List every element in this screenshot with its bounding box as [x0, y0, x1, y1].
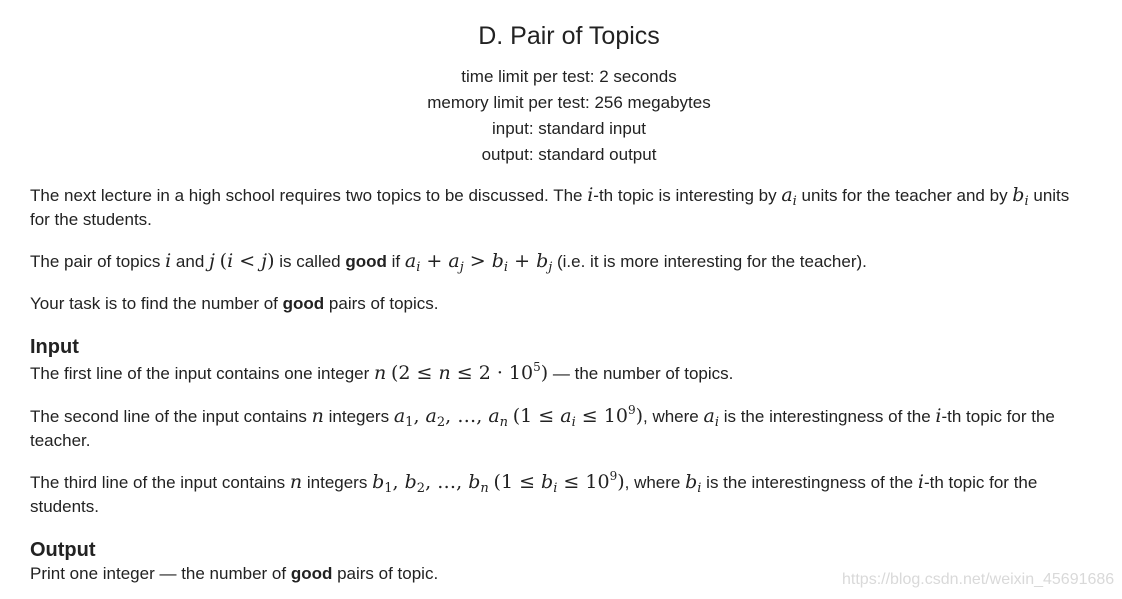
input-line-1: [30, 361, 1110, 386]
good-emphasis: good: [282, 294, 325, 313]
math-i: i: [917, 471, 924, 493]
text: (i.e. it is more interesting for the teacher).: [552, 252, 867, 271]
text: integers: [302, 473, 373, 492]
math-b-sequence: $b_1$, $b_2$, …, $b_n$: [372, 471, 489, 496]
problem-limits: [0, 64, 1122, 168]
math-i: i: [935, 405, 942, 427]
text: units: [1028, 186, 1070, 205]
text: The next lecture in a high school requires two topics to be discussed. The: [30, 186, 588, 205]
math-b-i: $b_i$: [685, 471, 702, 496]
text: is the interestingness of the: [718, 407, 936, 426]
text: is the interestingness of the: [701, 473, 918, 492]
text: The third line of the input contains: [30, 473, 290, 492]
math-n: n: [373, 362, 387, 384]
input-file: input: standard input: [491, 119, 647, 138]
math-j: j: [209, 250, 215, 272]
text: and: [171, 252, 210, 271]
math-condition: $a_i + a_j > b_i + b_j$: [404, 250, 553, 275]
math-a-i: $a_i$: [703, 405, 719, 430]
text: pairs of topic.: [332, 564, 439, 583]
text: Print one integer — the number of: [30, 564, 291, 583]
input-line-2: [30, 404, 1110, 453]
text: The pair of topics: [30, 252, 166, 271]
text: The second line of the input contains: [30, 407, 312, 426]
statement-paragraph-2: [30, 249, 1110, 274]
text: The first line of the input contains one integer: [30, 364, 374, 383]
text: -th topic for the: [941, 407, 1055, 426]
text: Your task is to find the number of: [30, 294, 283, 313]
math-n: n: [289, 471, 303, 493]
good-emphasis: good: [345, 252, 387, 271]
text: is called: [274, 252, 346, 271]
text: , where: [624, 473, 686, 492]
math-a-i: $a_i$: [781, 184, 797, 209]
statement-paragraph-1: [30, 183, 1110, 232]
input-section-title: Input: [30, 336, 79, 358]
problem-title: D. Pair of Topics: [478, 22, 660, 50]
text: units for the teacher and by: [796, 186, 1013, 205]
text: students.: [30, 497, 99, 516]
text: teacher.: [30, 431, 91, 450]
statement-paragraph-3: [30, 292, 1110, 316]
text: integers: [323, 407, 394, 426]
time-limit: time limit per test: 2 seconds: [461, 67, 677, 86]
math-a-range: $(1 \le a_i \le 10^9)$: [512, 403, 643, 430]
math-n: n: [311, 405, 324, 427]
output-file: output: standard output: [481, 145, 657, 164]
text: pairs of topics.: [324, 294, 439, 313]
text: for the students.: [30, 210, 152, 229]
math-b-range: $(1 \le b_i \le 10^9)$: [493, 469, 625, 496]
text: — the number of topics.: [548, 364, 734, 383]
math-n-range: $(2 \le n \le 2 \cdot 10^5)$: [390, 360, 549, 384]
math-i-less-j: (i < j): [219, 250, 275, 272]
memory-limit: memory limit per test: 256 megabytes: [427, 93, 711, 112]
math-i: i: [165, 250, 172, 272]
input-line-3: [30, 470, 1110, 519]
watermark-url: https://blog.csdn.net/weixin_45691686: [842, 571, 1115, 588]
text: , where: [643, 407, 704, 426]
good-emphasis: good: [290, 564, 333, 583]
math-i: i: [587, 184, 594, 206]
math-b-i: $b_i$: [1012, 184, 1029, 209]
text: -th topic is interesting by: [593, 186, 782, 205]
text: if: [386, 252, 405, 271]
text: -th topic for the: [923, 473, 1038, 492]
output-section-title: Output: [30, 539, 96, 561]
math-a-sequence: $a_1$, $a_2$, …, $a_n$: [393, 405, 509, 430]
